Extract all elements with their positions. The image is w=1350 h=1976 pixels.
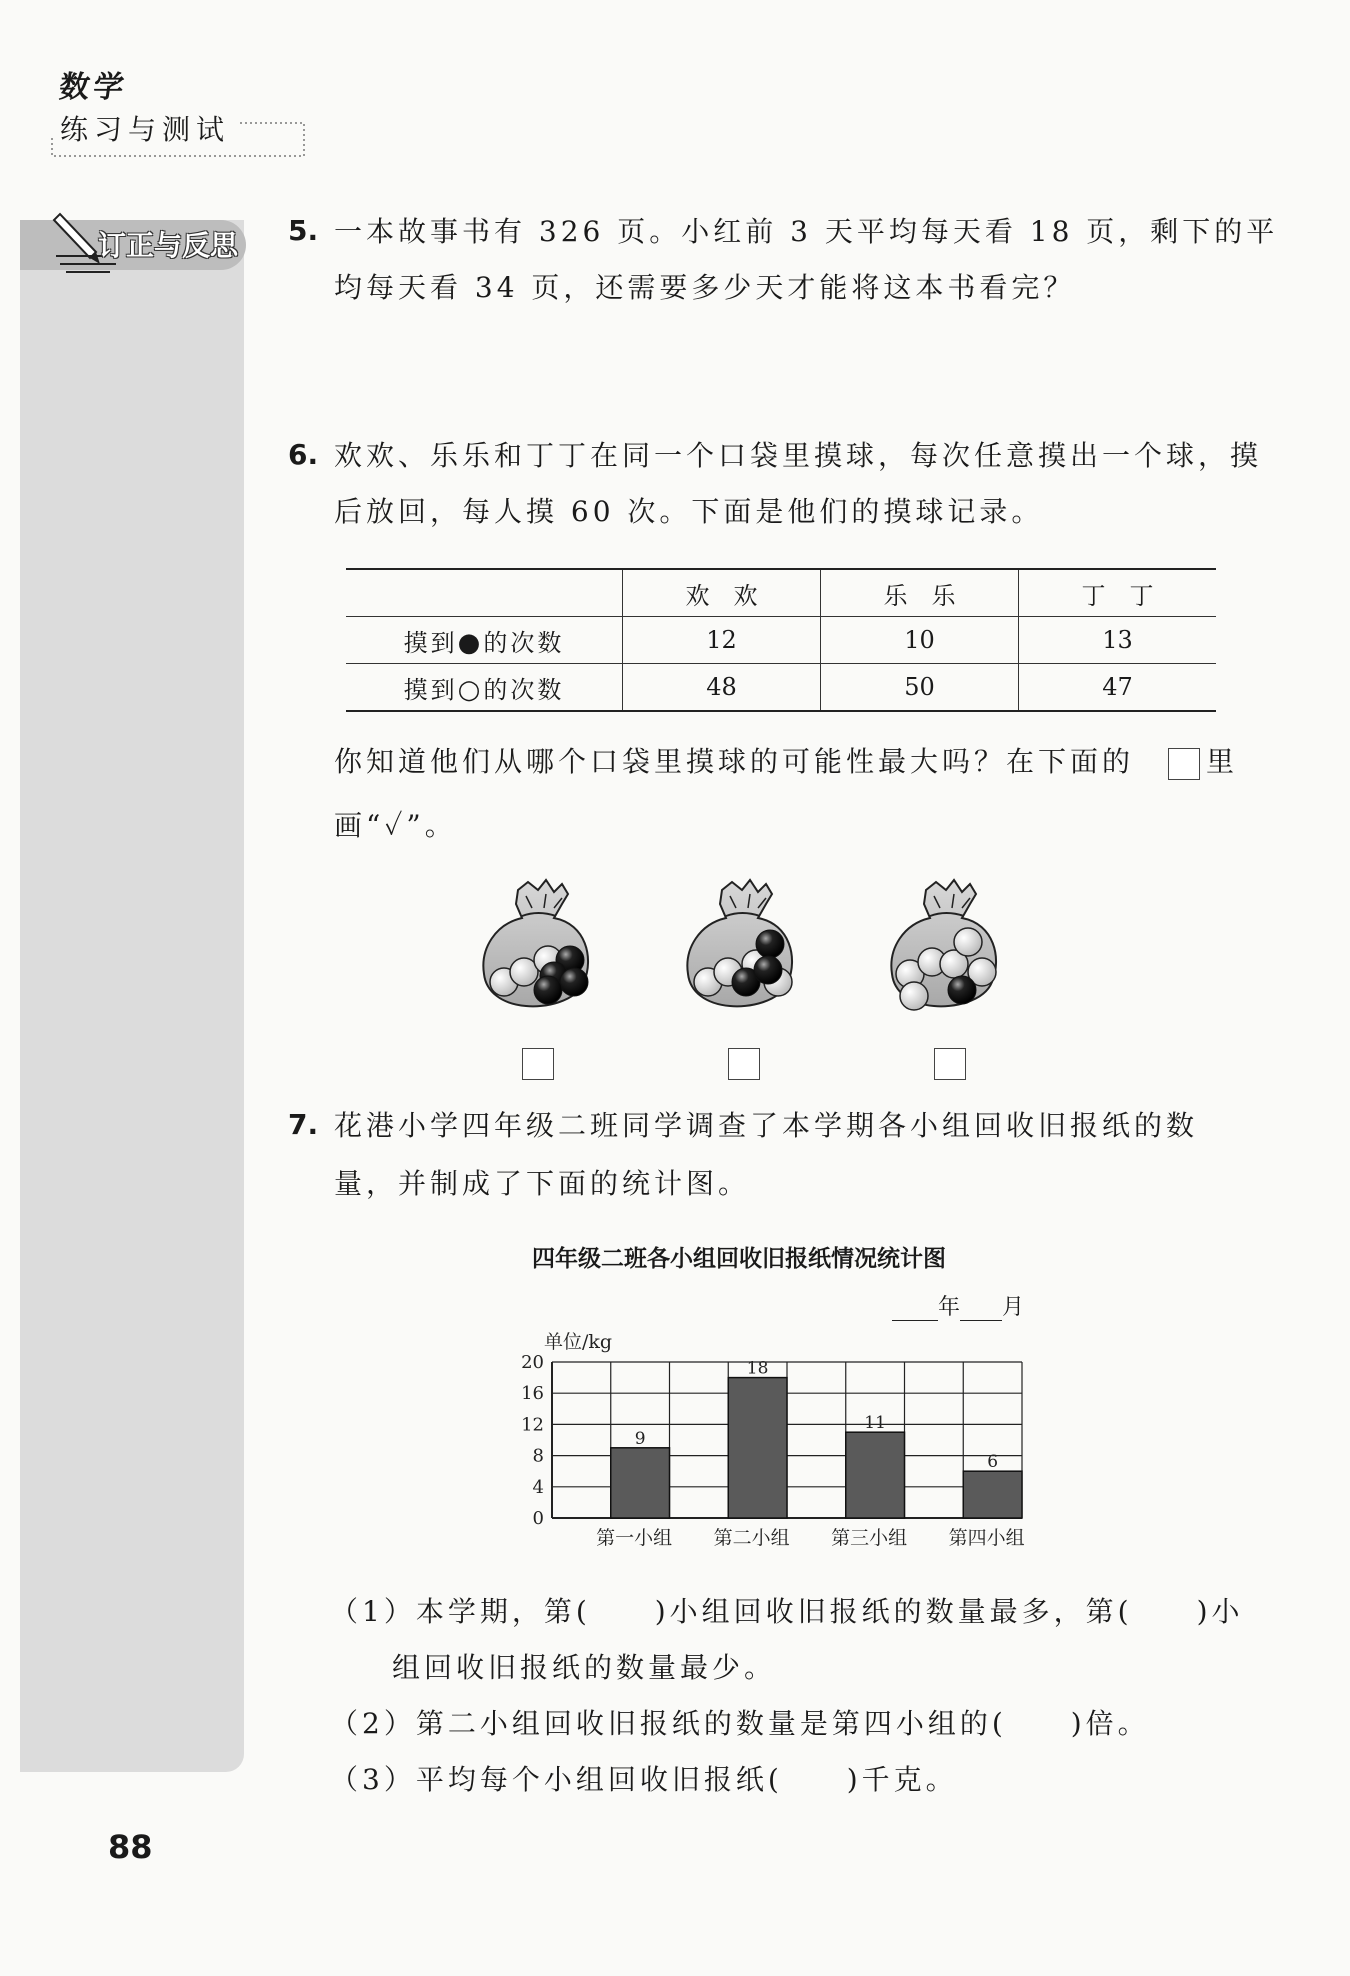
data-label: 11 [864, 1413, 886, 1434]
table-header-cell: 欢 欢 [623, 569, 821, 617]
q7-sub3: （3）平均每个小组回收旧报纸( )千克。 [330, 1763, 958, 1796]
bar-chart [500, 1326, 1060, 1576]
bar [611, 1448, 670, 1518]
y-axis-label: 单位/kg [544, 1331, 613, 1353]
table-header-cell: 乐 乐 [821, 569, 1019, 617]
x-tick-label: 第二小组 [713, 1527, 790, 1549]
y-tick-label: 0 [532, 1508, 544, 1529]
q7-number: 7. [288, 1108, 319, 1141]
sidebar-title: 订正与反思 [98, 229, 239, 262]
table-cell: 47 [1019, 664, 1217, 712]
bar [846, 1432, 905, 1518]
answer-box-bag-1[interactable] [522, 1048, 554, 1080]
y-tick-label: 20 [521, 1352, 544, 1373]
answer-box-bag-2[interactable] [728, 1048, 760, 1080]
x-tick-label: 第三小组 [831, 1527, 908, 1549]
bar [728, 1378, 787, 1518]
q7-sub1-a: （1）本学期，第( )小组回收旧报纸的数量最多，第( )小 [330, 1595, 1244, 1628]
q6-number: 6. [288, 438, 319, 471]
chart-date: 年 月 [892, 1290, 1024, 1321]
answer-box-bag-3[interactable] [934, 1048, 966, 1080]
x-tick-label: 第四小组 [948, 1527, 1025, 1549]
subtitle: 练习与测试 [60, 113, 231, 146]
bar [963, 1471, 1022, 1518]
ball-bags [470, 878, 1110, 1018]
q6-question-c: 画“✓”。 [334, 809, 457, 842]
q7-line2: 量，并制成了下面的统计图。 [334, 1167, 751, 1200]
table-cell: 10 [821, 617, 1019, 664]
row-label-white: 摸到○的次数 [346, 664, 623, 712]
q5-line2: 均每天看 34 页，还需要多少天才能将这本书看完？ [334, 271, 1076, 304]
q6-line2: 后放回，每人摸 60 次。下面是他们的摸球记录。 [334, 495, 1044, 528]
white-ball-icon: ○ [457, 674, 484, 705]
table-cell: 12 [623, 617, 821, 664]
table-row [346, 617, 1216, 664]
q7-sub2: （2）第二小组回收旧报纸的数量是第四小组的( )倍。 [330, 1707, 1150, 1740]
header-dotted-frame [48, 118, 308, 160]
table-header-cell: 丁 丁 [1019, 569, 1217, 617]
data-label: 18 [746, 1358, 769, 1379]
table-header-row [346, 569, 1216, 617]
table-cell: 13 [1019, 617, 1217, 664]
y-tick-label: 16 [521, 1383, 544, 1405]
draw-record-table [346, 568, 1216, 712]
q6-question-b: 里 [1206, 745, 1239, 778]
row-label-black: 摸到●的次数 [346, 617, 623, 664]
table-row [346, 664, 1216, 712]
table-cell [346, 569, 623, 617]
page-number: 88 [108, 1828, 153, 1866]
q5-number: 5. [288, 214, 319, 247]
q7-line1: 花港小学四年级二班同学调查了本学期各小组回收旧报纸的数 [334, 1109, 1199, 1142]
chart-title: 四年级二班各小组回收旧报纸情况统计图 [532, 1246, 946, 1272]
subject-title: 数学 [57, 70, 130, 105]
y-tick-label: 4 [532, 1476, 544, 1498]
data-label: 6 [987, 1452, 999, 1473]
black-ball-icon: ● [457, 627, 484, 658]
table-cell: 50 [821, 664, 1019, 712]
bag-1 [483, 880, 588, 1006]
sidebar-panel [20, 220, 244, 1772]
bag-2 [687, 880, 792, 1006]
q6-line1: 欢欢、乐乐和丁丁在同一个口袋里摸球，每次任意摸出一个球，摸 [334, 439, 1263, 472]
y-tick-label: 8 [532, 1445, 544, 1467]
data-label: 9 [634, 1428, 646, 1449]
x-tick-label: 第一小组 [596, 1527, 673, 1549]
table-cell: 48 [623, 664, 821, 712]
q7-sub1-b: 组回收旧报纸的数量最少。 [392, 1651, 777, 1684]
bag-3 [891, 880, 996, 1010]
q6-question-a: 你知道他们从哪个口袋里摸球的可能性最大吗？在下面的 [334, 745, 1135, 778]
q5-line1: 一本故事书有 326 页。小红前 3 天平均每天看 18 页，剩下的平 [334, 215, 1279, 248]
inline-answer-box-icon [1168, 748, 1200, 780]
y-tick-label: 12 [521, 1414, 544, 1436]
